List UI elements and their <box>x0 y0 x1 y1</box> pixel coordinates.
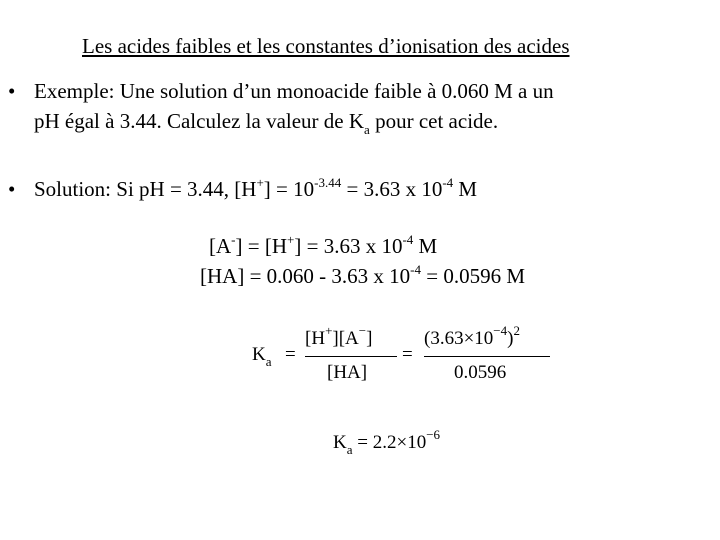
ka-result-exp: −6 <box>426 427 441 442</box>
bullet-icon: • <box>8 177 16 201</box>
num2-exp: −4 <box>493 323 508 338</box>
ka-k-sub: a <box>265 354 272 369</box>
example-line-2-post: pour cet acide. <box>369 109 499 133</box>
num1-sup: + <box>325 323 333 338</box>
eq-a-mid2: ] = 3.63 x 10 <box>294 234 403 258</box>
solution-mid: ] = 10 <box>263 177 315 201</box>
num1-sup2: − <box>358 323 367 338</box>
example-line-1: Exemple: Une solution d’un monoacide faible à 0.060 M a un <box>34 79 554 103</box>
exp-ph: -3.44 <box>314 175 342 190</box>
solution-post: M <box>453 177 478 201</box>
equals-sign-2: = <box>402 344 413 365</box>
eq-ha-post: = 0.0596 M <box>421 264 526 288</box>
eq-a-pre: [A <box>209 234 232 258</box>
ka-result-k: K <box>333 432 347 453</box>
denominator-1: [HA] <box>327 362 368 383</box>
num1-c: ] <box>366 328 373 349</box>
numerator-1 <box>305 323 373 350</box>
equation-a-minus <box>209 234 437 259</box>
solution-mid2: = 3.63 x 10 <box>341 177 443 201</box>
eq-a-post: M <box>413 234 438 258</box>
page-title: Les acides faibles et les constantes d’ionisation des acides <box>82 34 570 58</box>
num1-a: [H <box>305 328 326 349</box>
bullet-icon: • <box>8 79 16 103</box>
ka-k: K <box>252 344 266 365</box>
eq-ha-pre: [HA] = 0.060 - 3.63 x 10 <box>200 264 411 288</box>
num2-sq: 2 <box>513 323 520 338</box>
ka-result <box>333 427 441 457</box>
numerator-2 <box>424 323 520 350</box>
ka-result-sub: a <box>346 442 353 457</box>
example-text <box>34 76 554 139</box>
fraction-bar-1 <box>305 356 397 357</box>
num2-b: ) <box>507 328 514 349</box>
eq-a-exp: -4 <box>402 232 414 247</box>
example-line-2-pre: pH égal à 3.44. Calculez la valeur de K <box>34 109 365 133</box>
eq-ha-exp: -4 <box>410 262 421 277</box>
eq-a-plus-sup: + <box>287 232 295 247</box>
example-line-2 <box>34 106 554 139</box>
solution-text <box>34 174 477 207</box>
num2-a: (3.63×10 <box>424 328 494 349</box>
solution-pre: Solution: Si pH = 3.44, [H <box>34 177 257 201</box>
eq-a-minus-sup: - <box>231 232 236 247</box>
num1-b: ][A <box>332 328 359 349</box>
fraction-bar-2 <box>424 356 550 357</box>
equation-ha <box>200 264 525 289</box>
ka-subscript: a <box>364 122 370 137</box>
exp-conc: -4 <box>442 175 454 190</box>
eq-a-mid: ] = [H <box>235 234 288 258</box>
h-plus-sup: + <box>256 175 264 190</box>
denominator-2: 0.0596 <box>454 362 507 383</box>
ka-symbol <box>252 344 272 369</box>
equals-sign-1: = <box>285 344 296 365</box>
ka-result-eq: = 2.2×10 <box>357 432 427 453</box>
